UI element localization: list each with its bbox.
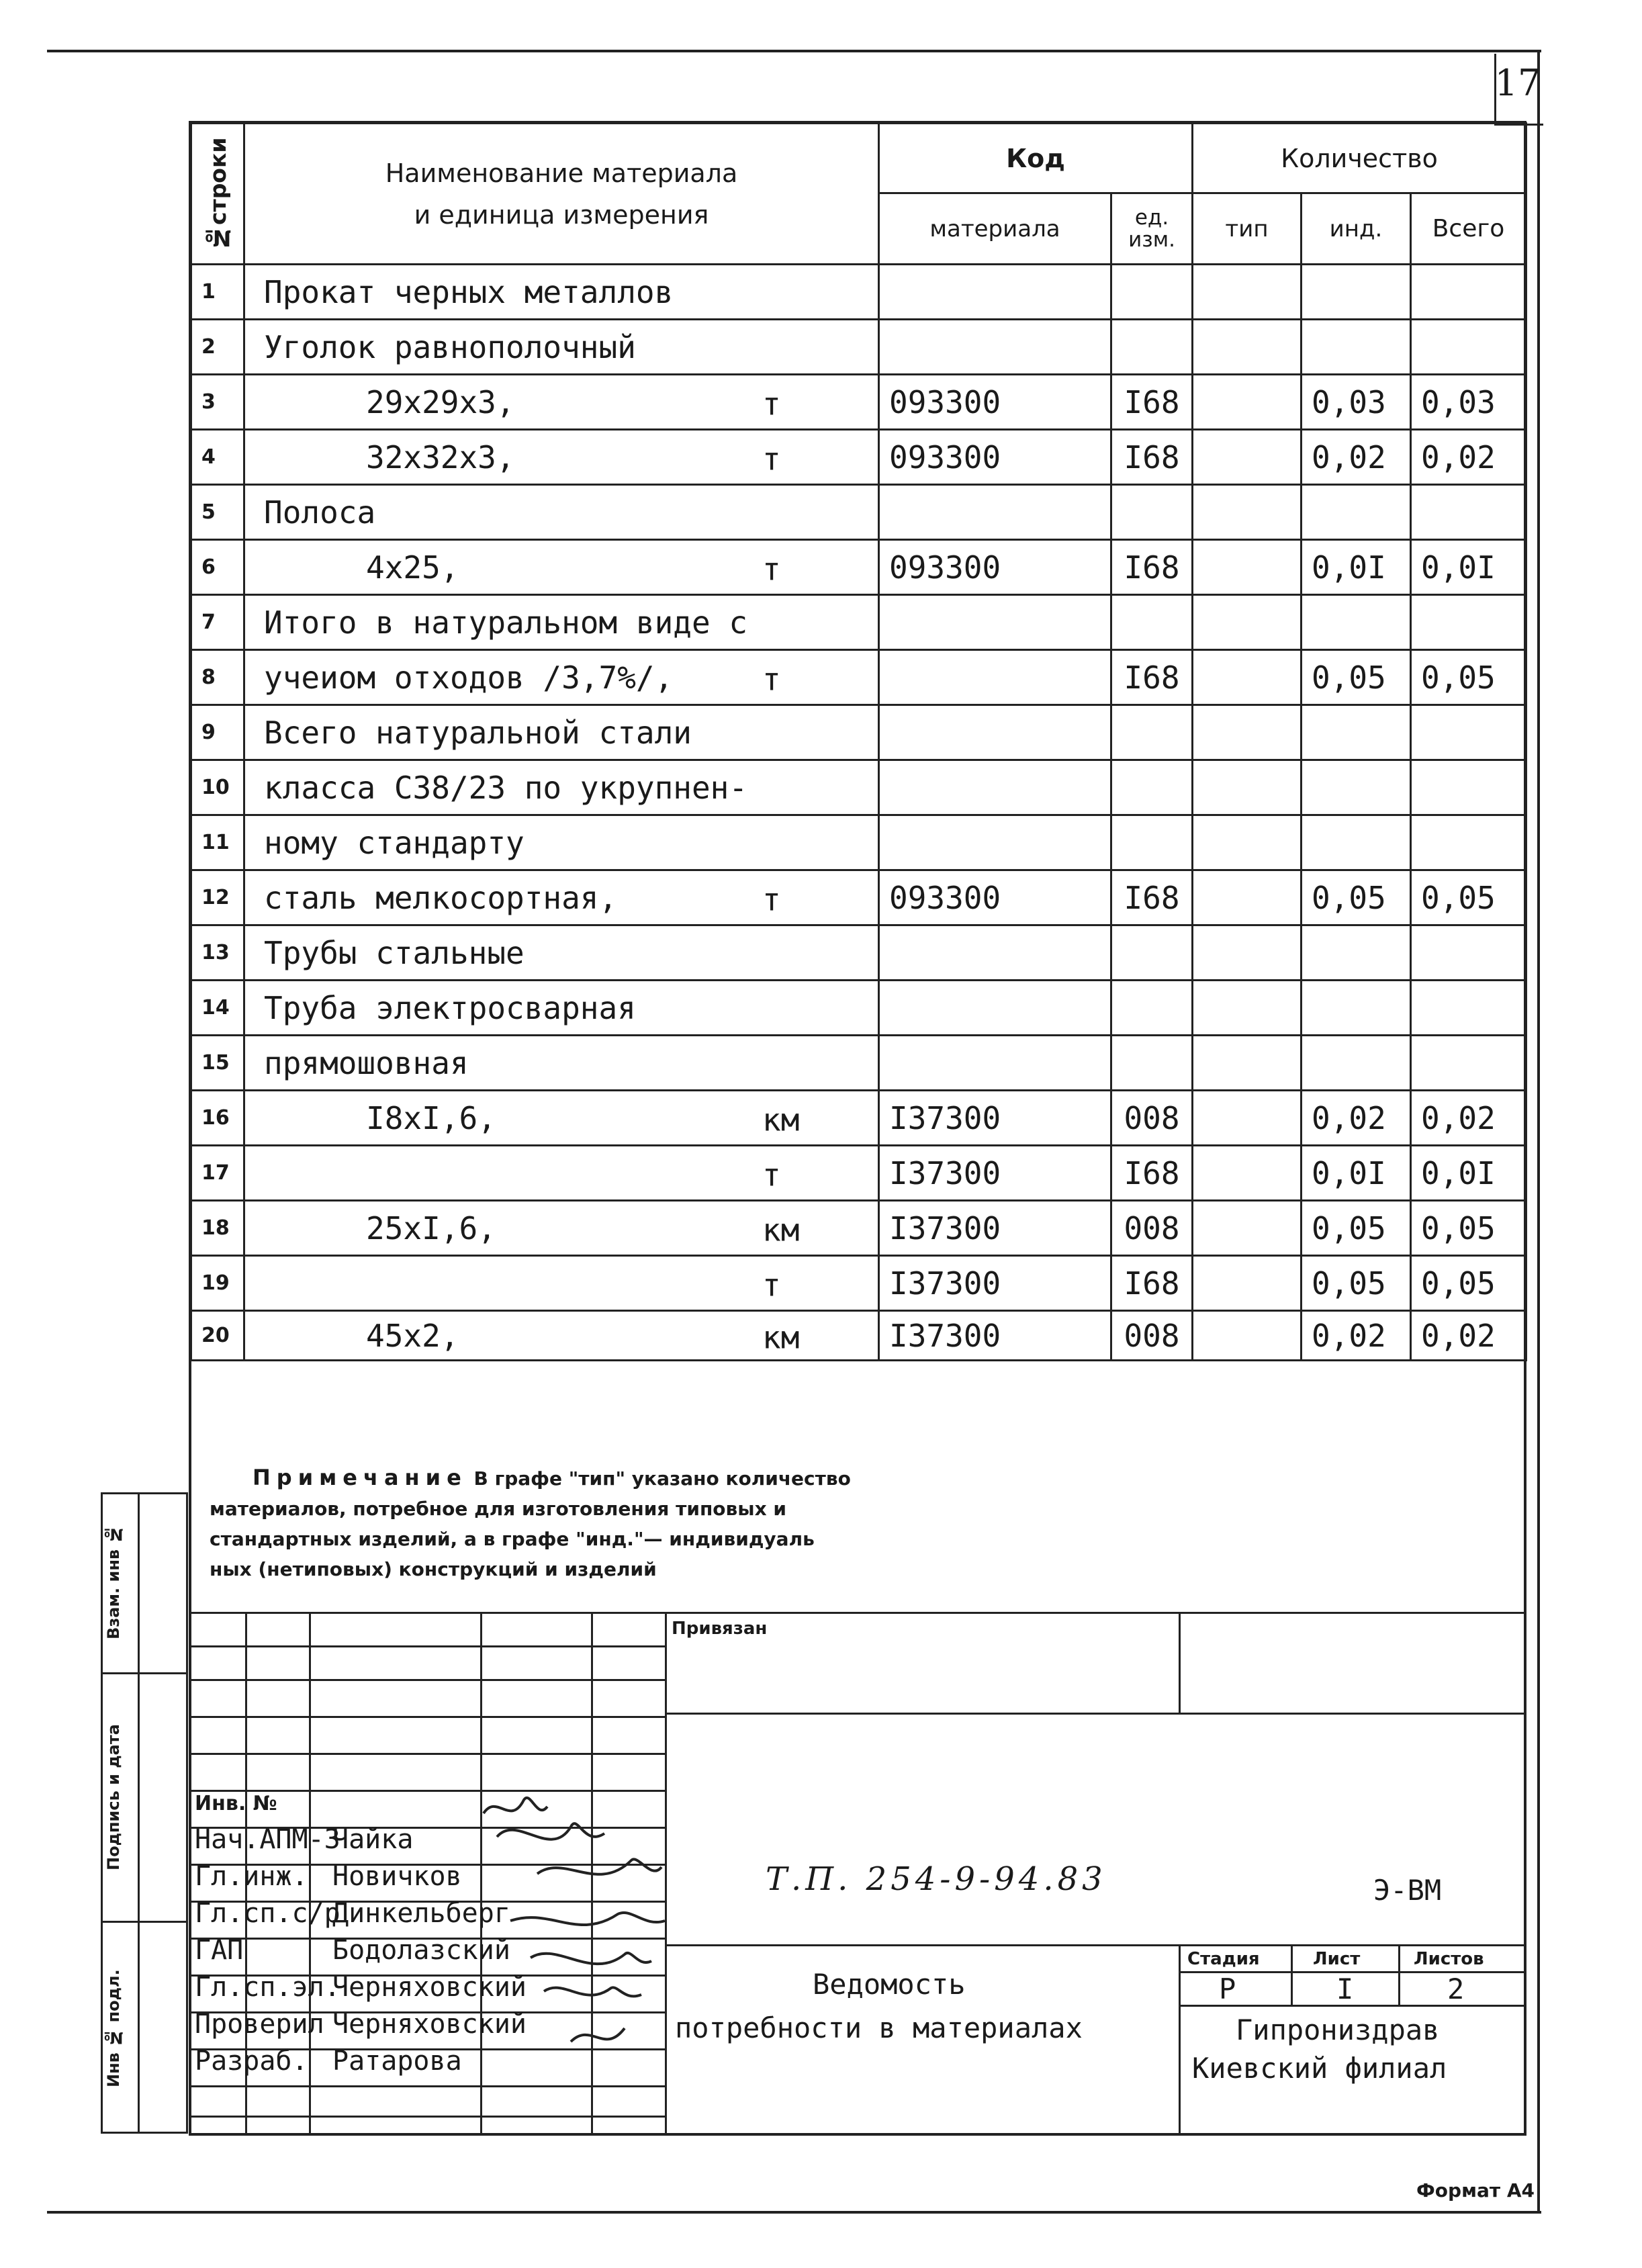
qty-ind <box>1302 485 1411 540</box>
qty-total <box>1411 705 1526 760</box>
stamp-vline-sheet <box>1398 1944 1400 2005</box>
unit-code <box>1111 981 1193 1036</box>
material-code: I37300 <box>879 1091 1111 1146</box>
material-name-text: I8хI,6, <box>366 1099 496 1136</box>
table-row <box>191 760 1526 815</box>
unit-name: т <box>762 441 781 478</box>
material-name <box>244 485 879 540</box>
grid-h-3 <box>189 1716 665 1718</box>
material-code: I37300 <box>879 1201 1111 1256</box>
staff-name: Чайка <box>332 1824 414 1855</box>
header-row-number: №строки <box>191 124 244 265</box>
side-divider-1 <box>101 1672 188 1674</box>
unit-code <box>1111 265 1193 320</box>
note-block <box>210 1463 1083 1584</box>
unit-code: I68 <box>1111 1256 1193 1311</box>
qty-ind <box>1302 981 1411 1036</box>
material-name <box>244 1146 879 1201</box>
table-row <box>191 1146 1526 1201</box>
material-name-text: прямошовная <box>264 1044 469 1081</box>
material-name <box>244 320 879 375</box>
qty-type <box>1193 650 1302 705</box>
frame-bottom-line <box>47 2211 1541 2214</box>
sheet-label: Лист <box>1313 1949 1361 1969</box>
material-name <box>244 981 879 1036</box>
qty-type <box>1193 925 1302 981</box>
qty-ind: 0,05 <box>1302 870 1411 925</box>
table-row <box>191 925 1526 981</box>
material-name <box>244 1036 879 1091</box>
material-name <box>244 650 879 705</box>
qty-ind: 0,05 <box>1302 650 1411 705</box>
header-qty-total: Всего <box>1411 193 1526 265</box>
staff-role: Гл.инж. <box>195 1861 308 1892</box>
material-code <box>879 760 1111 815</box>
qty-total: 0,05 <box>1411 870 1526 925</box>
note-line2: материалов, потребное для изготовления типовых и <box>210 1498 786 1520</box>
staff-role: Нач.АПМ-3 <box>195 1824 340 1855</box>
material-name <box>244 925 879 981</box>
qty-ind <box>1302 925 1411 981</box>
qty-type <box>1193 1201 1302 1256</box>
material-code: 093300 <box>879 870 1111 925</box>
material-name <box>244 430 879 485</box>
row-number: 2 <box>191 320 244 375</box>
unit-code <box>1111 760 1193 815</box>
qty-total: 0,02 <box>1411 1311 1526 1361</box>
unit-code: 008 <box>1111 1201 1193 1256</box>
material-name-text: Прокат черных металлов <box>264 273 674 310</box>
unit-code: 008 <box>1111 1091 1193 1146</box>
table-row <box>191 375 1526 430</box>
note-line1: В графе "тип" указано количество <box>473 1467 851 1490</box>
qty-type <box>1193 320 1302 375</box>
table-row <box>191 1311 1526 1361</box>
qty-type <box>1193 375 1302 430</box>
grid-h-13 <box>189 2085 665 2087</box>
material-code <box>879 265 1111 320</box>
material-name <box>244 540 879 595</box>
staff-name: Динкельберг <box>332 1898 510 1929</box>
qty-type <box>1193 760 1302 815</box>
unit-name: км <box>762 1212 800 1249</box>
table-row <box>191 430 1526 485</box>
row-number: 3 <box>191 375 244 430</box>
row-number: 5 <box>191 485 244 540</box>
row-number: 6 <box>191 540 244 595</box>
row-number: 15 <box>191 1036 244 1091</box>
qty-total <box>1411 595 1526 650</box>
qty-type <box>1193 485 1302 540</box>
material-name <box>244 815 879 870</box>
document-title-line2: потребности в материалах <box>675 2011 1083 2044</box>
sheets-label: Листов <box>1414 1949 1484 1969</box>
side-label-inv-original: Инв № подл. <box>104 1969 123 2087</box>
material-code <box>879 705 1111 760</box>
qty-type <box>1193 430 1302 485</box>
staff-name: Ратарова <box>332 2046 462 2077</box>
stamp-line-designation-bottom <box>665 1944 1526 1946</box>
sheets-value: 2 <box>1447 1972 1465 2005</box>
material-name-text: 32х32х3, <box>366 439 515 475</box>
qty-ind: 0,05 <box>1302 1201 1411 1256</box>
qty-ind <box>1302 595 1411 650</box>
material-code: 093300 <box>879 430 1111 485</box>
material-code: I37300 <box>879 1311 1111 1361</box>
material-name <box>244 1311 879 1361</box>
organization-line2: Киевский филиал <box>1192 2052 1447 2085</box>
unit-code <box>1111 320 1193 375</box>
grid-h-1 <box>189 1645 665 1647</box>
qty-type <box>1193 870 1302 925</box>
qty-ind <box>1302 815 1411 870</box>
qty-type <box>1193 595 1302 650</box>
qty-total: 0,05 <box>1411 1256 1526 1311</box>
header-material-name <box>244 124 879 265</box>
qty-ind: 0,02 <box>1302 430 1411 485</box>
qty-ind: 0,02 <box>1302 1311 1411 1361</box>
material-name-text: Трубы стальные <box>264 934 524 971</box>
unit-code <box>1111 485 1193 540</box>
document-title-line1: Ведомость <box>813 1968 966 2001</box>
qty-ind: 0,02 <box>1302 1091 1411 1146</box>
material-name <box>244 760 879 815</box>
staff-role: ГАП <box>195 1935 244 1966</box>
materials-table <box>190 122 1527 1361</box>
frame-top-line <box>47 50 1541 52</box>
header-name-line1: Наименование материала <box>385 158 738 188</box>
unit-name: т <box>762 1156 781 1193</box>
table-row <box>191 540 1526 595</box>
qty-type <box>1193 265 1302 320</box>
staff-name: Новичков <box>332 1861 462 1892</box>
frame-right-line <box>1537 50 1540 2212</box>
grid-h-14 <box>189 2116 665 2118</box>
qty-ind <box>1302 705 1411 760</box>
row-number: 16 <box>191 1091 244 1146</box>
unit-code <box>1111 705 1193 760</box>
qty-type <box>1193 705 1302 760</box>
side-label-swap-inv: Взам. инв № <box>104 1525 123 1640</box>
row-number: 8 <box>191 650 244 705</box>
qty-total <box>1411 981 1526 1036</box>
material-code <box>879 1036 1111 1091</box>
unit-name: т <box>762 551 781 588</box>
format-label: Формат А4 <box>1416 2179 1535 2202</box>
signatures-handwritten <box>470 1786 672 2082</box>
unit-code: I68 <box>1111 870 1193 925</box>
qty-type <box>1193 981 1302 1036</box>
material-code <box>879 485 1111 540</box>
material-name <box>244 1256 879 1311</box>
stamp-line-bound-bottom <box>665 1713 1526 1715</box>
unit-name: км <box>762 1319 800 1356</box>
material-name-text: Уголок равнополочный <box>264 328 636 365</box>
table-row <box>191 1256 1526 1311</box>
page-number: 17 <box>1494 62 1541 104</box>
header-qty-type: тип <box>1193 193 1302 265</box>
row-number: 1 <box>191 265 244 320</box>
qty-ind: 0,05 <box>1302 1256 1411 1311</box>
material-name-text: 25хI,6, <box>366 1210 496 1246</box>
material-name <box>244 595 879 650</box>
row-number: 19 <box>191 1256 244 1311</box>
staff-role: Гл.сп.с/р <box>195 1898 340 1929</box>
material-code <box>879 320 1111 375</box>
qty-total <box>1411 760 1526 815</box>
row-number: 12 <box>191 870 244 925</box>
header-code: Код <box>879 124 1193 193</box>
header-code-material: материала <box>879 193 1111 265</box>
row-number: 4 <box>191 430 244 485</box>
unit-name: т <box>762 661 781 698</box>
qty-total <box>1411 265 1526 320</box>
table-row <box>191 1201 1526 1256</box>
qty-total: 0,02 <box>1411 430 1526 485</box>
unit-name: т <box>762 385 781 422</box>
table-row <box>191 320 1526 375</box>
unit-code: I68 <box>1111 1146 1193 1201</box>
side-divider-2 <box>101 1921 188 1923</box>
unit-name: т <box>762 1267 781 1304</box>
staff-role: Гл.сп.эл. <box>195 1972 340 2003</box>
material-name <box>244 870 879 925</box>
material-code: 093300 <box>879 540 1111 595</box>
qty-ind <box>1302 265 1411 320</box>
qty-total: 0,02 <box>1411 1091 1526 1146</box>
qty-type <box>1193 1146 1302 1201</box>
unit-code: I68 <box>1111 650 1193 705</box>
material-name-text: Труба электросварная <box>264 989 636 1026</box>
qty-type <box>1193 815 1302 870</box>
qty-type <box>1193 1036 1302 1091</box>
document-mark: Э-ВМ <box>1373 1874 1442 1907</box>
row-number: 17 <box>191 1146 244 1201</box>
qty-total <box>1411 925 1526 981</box>
qty-ind: 0,0I <box>1302 540 1411 595</box>
material-code <box>879 595 1111 650</box>
qty-ind <box>1302 320 1411 375</box>
row-number: 20 <box>191 1311 244 1361</box>
header-qty-ind: инд. <box>1302 193 1411 265</box>
table-row <box>191 981 1526 1036</box>
unit-code: I68 <box>1111 375 1193 430</box>
material-code: I37300 <box>879 1256 1111 1311</box>
staff-role: Разраб. <box>195 2046 308 2077</box>
materials-table-body <box>191 265 1526 1361</box>
note-line3: стандартных изделий, а в графе "инд."— индивидуаль <box>210 1528 815 1550</box>
material-code <box>879 981 1111 1036</box>
side-label-sign-date: Подпись и дата <box>104 1724 123 1870</box>
qty-total <box>1411 1036 1526 1091</box>
unit-code <box>1111 925 1193 981</box>
table-row <box>191 265 1526 320</box>
organization-line1: Гипрониздрав <box>1236 2013 1440 2046</box>
unit-code: I68 <box>1111 540 1193 595</box>
table-row <box>191 1036 1526 1091</box>
header-name-line2: и единица измерения <box>414 199 709 230</box>
material-code <box>879 815 1111 870</box>
table-row <box>191 815 1526 870</box>
stamp-vline-bound <box>1179 1612 1181 1713</box>
material-name-text: 45х2, <box>366 1317 459 1354</box>
material-name-text: сталь мелкосортная, <box>264 879 618 916</box>
staff-role: Проверил <box>195 2009 324 2040</box>
row-number: 13 <box>191 925 244 981</box>
table-row <box>191 870 1526 925</box>
row-number: 11 <box>191 815 244 870</box>
qty-type <box>1193 1311 1302 1361</box>
table-row <box>191 1091 1526 1146</box>
note-title: Примечание <box>253 1465 467 1490</box>
qty-ind: 0,03 <box>1302 375 1411 430</box>
stage-value: Р <box>1219 1972 1236 2005</box>
row-number: 18 <box>191 1201 244 1256</box>
stamp-inv-no: Инв. № <box>195 1792 277 1815</box>
qty-total <box>1411 815 1526 870</box>
staff-name: Черняховский <box>332 2009 527 2040</box>
row-number: 7 <box>191 595 244 650</box>
unit-name: км <box>762 1101 800 1138</box>
staff-name: Черняховский <box>332 1972 527 2003</box>
sheet-value: I <box>1336 1972 1354 2005</box>
unit-code <box>1111 815 1193 870</box>
unit-code <box>1111 595 1193 650</box>
note-line4: ных (нетиповых) конструкций и изделий <box>210 1558 657 1580</box>
side-divider-vertical <box>138 1492 140 2134</box>
unit-code: I68 <box>1111 430 1193 485</box>
material-name <box>244 1091 879 1146</box>
material-name <box>244 1201 879 1256</box>
material-name-text: класса С38/23 по укрупнен- <box>264 769 748 806</box>
material-code: 093300 <box>879 375 1111 430</box>
stage-label: Стадия <box>1187 1949 1260 1969</box>
row-number: 9 <box>191 705 244 760</box>
header-code-unit: ед. изм. <box>1111 193 1193 265</box>
qty-total: 0,05 <box>1411 650 1526 705</box>
material-name-text: 29х29х3, <box>366 383 515 420</box>
document-designation: Т.П. 254-9-94.83 <box>766 1860 1107 1898</box>
staff-name: Бодолазский <box>332 1935 510 1966</box>
stamp-bound-label: Привязан <box>672 1619 768 1639</box>
qty-ind: 0,0I <box>1302 1146 1411 1201</box>
qty-total: 0,05 <box>1411 1201 1526 1256</box>
qty-type <box>1193 1256 1302 1311</box>
material-name-text: Всего натуральной стали <box>264 714 692 751</box>
material-name-text: Полоса <box>264 494 376 531</box>
material-name-text: Итого в натуральном виде с <box>264 604 748 641</box>
qty-ind <box>1302 1036 1411 1091</box>
qty-total <box>1411 320 1526 375</box>
header-quantity: Количество <box>1193 124 1526 193</box>
row-number: 14 <box>191 981 244 1036</box>
grid-v-2 <box>309 1612 311 2136</box>
stamp-top-line <box>189 1612 1526 1614</box>
material-name-text: 4х25, <box>366 549 459 586</box>
material-name <box>244 705 879 760</box>
qty-type <box>1193 1091 1302 1146</box>
qty-ind <box>1302 760 1411 815</box>
unit-code: 008 <box>1111 1311 1193 1361</box>
material-code <box>879 925 1111 981</box>
material-name-text: учеиом отходов /3,7%/, <box>264 659 674 696</box>
material-name-text: ному стандарту <box>264 824 524 861</box>
table-row <box>191 650 1526 705</box>
unit-name: т <box>762 881 781 918</box>
row-number: 10 <box>191 760 244 815</box>
table-row <box>191 595 1526 650</box>
table-row <box>191 705 1526 760</box>
unit-code <box>1111 1036 1193 1091</box>
grid-h-4 <box>189 1753 665 1755</box>
qty-total <box>1411 485 1526 540</box>
material-code: I37300 <box>879 1146 1111 1201</box>
grid-h-2 <box>189 1679 665 1681</box>
qty-type <box>1193 540 1302 595</box>
qty-total: 0,0I <box>1411 540 1526 595</box>
material-name <box>244 375 879 430</box>
qty-total: 0,03 <box>1411 375 1526 430</box>
stamp-vline-stage <box>1291 1944 1293 2005</box>
qty-total: 0,0I <box>1411 1146 1526 1201</box>
table-row <box>191 485 1526 540</box>
material-name <box>244 265 879 320</box>
material-code <box>879 650 1111 705</box>
